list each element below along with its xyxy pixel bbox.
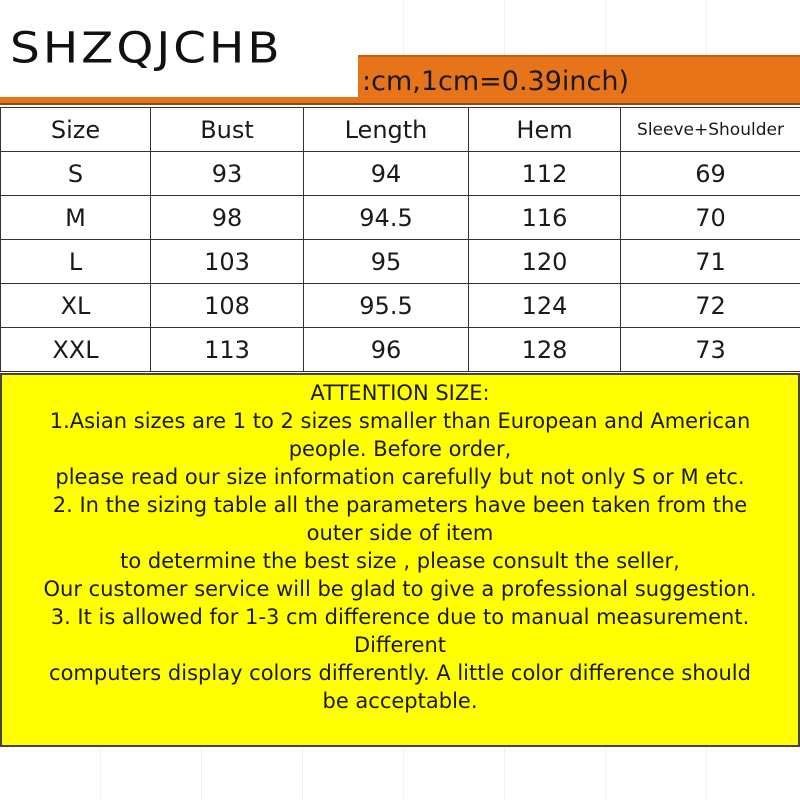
size-chart-table [0, 107, 800, 372]
background-grid-bottom [0, 747, 800, 800]
brand-text: SHZQJCHB [10, 23, 283, 74]
cell-length: 94 [304, 152, 469, 196]
cell-hem: 128 [469, 328, 621, 372]
notice-line: people. Before order, [288, 437, 512, 461]
cell-sleeve-shoulder: 72 [621, 284, 800, 328]
cell-size: M [1, 196, 151, 240]
cell-size: S [1, 152, 151, 196]
cell-sleeve-shoulder: 73 [621, 328, 800, 372]
cell-length: 95.5 [304, 284, 469, 328]
notice-line: 2. In the sizing table all the parameters have been taken from the [52, 493, 748, 517]
cell-bust: 98 [151, 196, 304, 240]
cell-size: XXL [1, 328, 151, 372]
table-row [1, 152, 800, 196]
cell-size: L [1, 240, 151, 284]
notice-line: ATTENTION SIZE: [310, 381, 490, 405]
notice-line: outer side of item [306, 521, 494, 545]
notice-line: please read our size information carefully but not only S or M etc. [55, 465, 745, 489]
header-bust: Bust [151, 108, 304, 152]
table-row [1, 284, 800, 328]
header-hem: Hem [469, 108, 621, 152]
cell-bust: 113 [151, 328, 304, 372]
table-row [1, 328, 800, 372]
header-size: Size [1, 108, 151, 152]
header-sleeve-shoulder: Sleeve+Shoulder [621, 108, 800, 152]
cell-bust: 93 [151, 152, 304, 196]
cell-length: 94.5 [304, 196, 469, 240]
cell-hem: 120 [469, 240, 621, 284]
cell-size: XL [1, 284, 151, 328]
cell-length: 95 [304, 240, 469, 284]
notice-line: to determine the best size , please consult the seller, [120, 549, 680, 573]
notice-line: computers display colors differently. A little color difference should [49, 661, 751, 685]
cell-length: 96 [304, 328, 469, 372]
notice-line: 1.Asian sizes are 1 to 2 sizes smaller than European and American [49, 409, 751, 433]
notice-line: 3. It is allowed for 1-3 cm difference due to manual measurement. [50, 605, 750, 629]
cell-hem: 124 [469, 284, 621, 328]
cell-bust: 103 [151, 240, 304, 284]
table-row [1, 196, 800, 240]
table-header-row [1, 108, 800, 152]
brand-label [0, 0, 358, 97]
cell-hem: 116 [469, 196, 621, 240]
notice-line: Different [353, 633, 447, 657]
table-row [1, 240, 800, 284]
cell-hem: 112 [469, 152, 621, 196]
attention-notice [0, 373, 800, 747]
cell-sleeve-shoulder: 70 [621, 196, 800, 240]
cell-sleeve-shoulder: 71 [621, 240, 800, 284]
unit-note: :cm,1cm=0.39inch) [362, 66, 629, 97]
notice-line: Our customer service will be glad to give a professional suggestion. [43, 577, 757, 601]
header-length: Length [304, 108, 469, 152]
cell-sleeve-shoulder: 69 [621, 152, 800, 196]
notice-line: be acceptable. [322, 689, 478, 713]
cell-bust: 108 [151, 284, 304, 328]
